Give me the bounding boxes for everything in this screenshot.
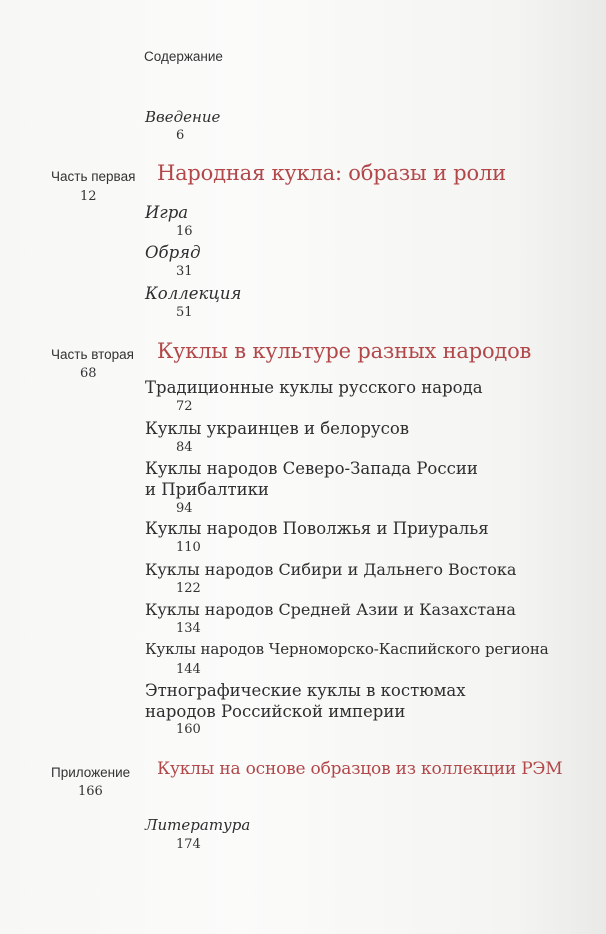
part2-entry-page: 160: [176, 722, 201, 737]
part2-entry-title: Куклы народов Сибири и Дальнего Востока: [145, 560, 517, 579]
appendix-label: Приложение: [51, 765, 131, 780]
part2-entry-title: Куклы народов Северо-Запада России: [145, 459, 478, 478]
part2-entry-title: Куклы народов Поволжья и Приуралья: [145, 519, 489, 538]
part1-entry-page: 16: [176, 224, 193, 239]
appendix-title: Куклы на основе образцов из коллекции РЭМ: [157, 759, 563, 779]
part1-entry-title: Игра: [145, 203, 189, 222]
part2-entry-title: Куклы украинцев и белорусов: [145, 419, 410, 438]
part2-label: Часть вторая: [51, 347, 134, 362]
part2-entry-title: Куклы народов Черноморско-Каспийского региона: [145, 640, 549, 658]
literature-title: Литература: [145, 816, 251, 834]
part2-entry-title-line2: и Прибалтики: [145, 480, 269, 499]
part2-entry-page: 84: [176, 440, 193, 455]
part1-page: 12: [80, 189, 97, 204]
part1-label: Часть первая: [51, 169, 136, 184]
part2-entry-title: Этнографические куклы в костюмах: [145, 681, 466, 700]
intro-title: Введение: [145, 108, 221, 126]
literature-page: 174: [176, 837, 201, 852]
part1-title: Народная кукла: образы и роли: [157, 161, 506, 185]
appendix-page: 166: [78, 784, 103, 799]
part1-entry-page: 51: [176, 305, 193, 320]
intro-page: 6: [176, 128, 185, 143]
part2-entry-title: Куклы народов Средней Азии и Казахстана: [145, 600, 516, 619]
toc-heading: Содержание: [144, 49, 223, 64]
part1-entry-page: 31: [176, 264, 193, 279]
part2-entry-page: 122: [176, 581, 201, 596]
part2-title: Куклы в культуре разных народов: [157, 339, 532, 363]
part2-entry-page: 72: [176, 399, 193, 414]
part2-entry-page: 110: [176, 540, 201, 555]
part2-entry-page: 94: [176, 501, 193, 516]
part2-entry-page: 144: [176, 662, 201, 677]
part2-entry-title-line2: народов Российской империи: [145, 702, 406, 721]
part2-entry-page: 134: [176, 621, 201, 636]
part1-entry-title: Коллекция: [145, 284, 242, 303]
part2-page: 68: [80, 366, 97, 381]
part2-entry-title: Традиционные куклы русского народа: [145, 378, 483, 397]
part1-entry-title: Обряд: [145, 243, 201, 262]
